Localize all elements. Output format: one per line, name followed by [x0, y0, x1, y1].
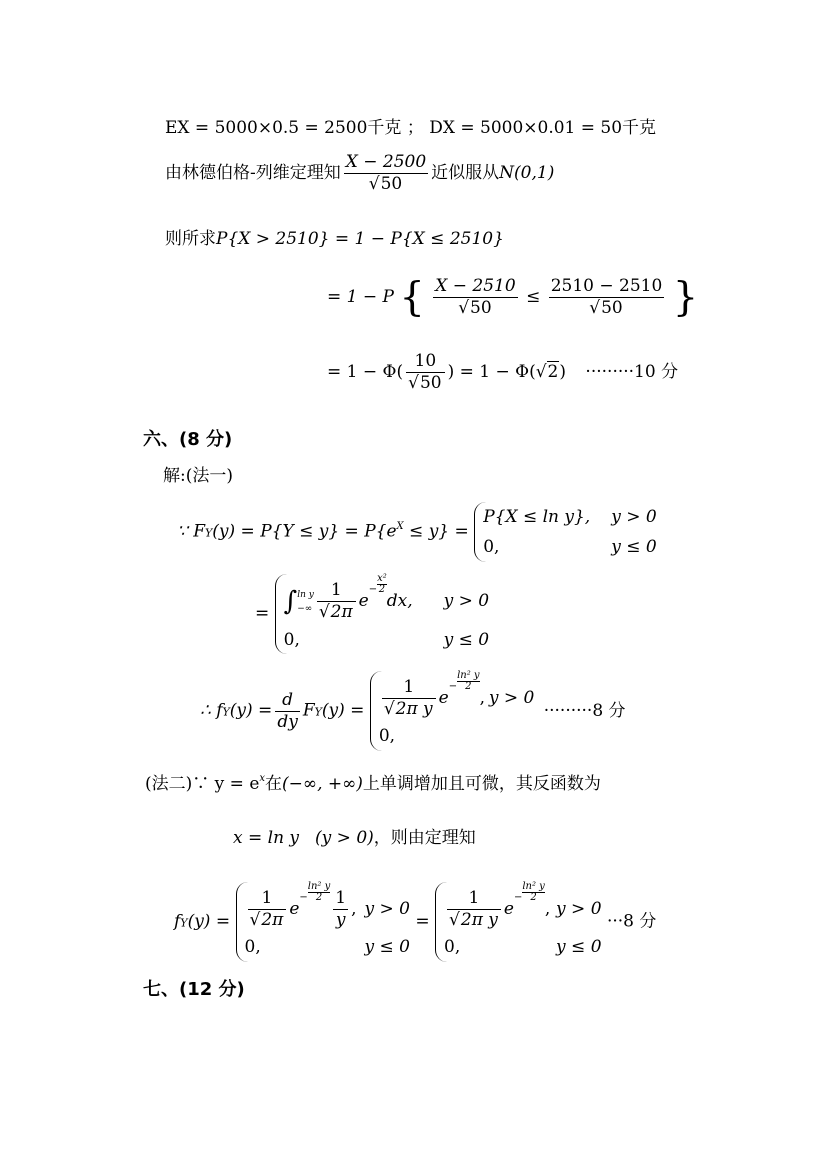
math: dx,: [386, 591, 413, 611]
exponent: − $\frac{\text{ln² y}}{2}$: [448, 670, 480, 692]
sqrt: 50: [380, 174, 403, 194]
sqrt: 50: [601, 298, 623, 318]
denominator: √50: [458, 298, 492, 318]
sqrt: 50: [470, 298, 492, 318]
sqrt: 2π y: [460, 910, 498, 930]
comma: ,: [351, 899, 357, 919]
math: ) = 1 − Φ(: [447, 362, 536, 382]
upper-limit: ln y: [297, 589, 314, 600]
fraction: [406, 352, 444, 393]
fraction: [549, 277, 665, 318]
math: e: [438, 688, 449, 708]
case-cond: y > 0: [488, 688, 535, 708]
numerator: 1: [447, 889, 501, 910]
case-row: [379, 721, 534, 751]
text: ，则由定理知: [373, 828, 476, 848]
exp-den: 2: [530, 892, 537, 903]
math: ∵ F: [177, 521, 206, 542]
denominator: √2π y: [449, 910, 498, 930]
line-integral: [255, 574, 489, 654]
integral-limits: [297, 588, 314, 616]
case-value: [284, 574, 444, 625]
numerator: 1: [248, 889, 287, 910]
case-cond: y > 0: [364, 899, 410, 919]
case-row: [483, 502, 656, 532]
exp-den: 2: [378, 584, 386, 595]
math: (y > 0): [315, 828, 374, 848]
lower-limit: −∞: [297, 603, 313, 614]
line-pdf: [200, 671, 626, 751]
line-probability: [165, 229, 504, 249]
exp-den: 2: [315, 892, 323, 903]
numerator: 1: [335, 888, 347, 908]
case-value: 0,: [244, 937, 261, 957]
case-cond: y ≤ 0: [611, 537, 657, 557]
sqrt: 2π: [261, 910, 284, 930]
section-7-heading: 七、(12 分): [143, 979, 245, 1000]
case-value: [379, 671, 489, 721]
math: (y) =: [187, 911, 231, 932]
subscript: Y: [205, 526, 213, 540]
exp-num: ln² y: [307, 881, 331, 892]
cases: [370, 671, 534, 751]
math: F: [302, 700, 315, 721]
case-row: [444, 882, 601, 932]
case-row: [284, 625, 489, 655]
case-row: [379, 671, 534, 721]
comma: ,: [479, 688, 485, 708]
case-value: 0,: [444, 937, 461, 957]
math: ≤ y} =: [403, 521, 469, 542]
case-value: [444, 882, 556, 932]
denominator: √2π: [249, 910, 284, 930]
fraction: [344, 153, 428, 194]
cases: [435, 882, 601, 962]
fraction: [433, 277, 517, 318]
score: ·········10 分: [585, 362, 679, 382]
text: 则所求: [165, 229, 216, 249]
le: ≤: [526, 287, 541, 307]
score: ···8 分: [606, 911, 657, 932]
line-inverse: [233, 828, 476, 848]
math: x = ln y: [233, 828, 300, 848]
fraction: [447, 889, 501, 930]
denominator: √50: [408, 373, 442, 393]
line-theorem-pdf: [174, 882, 656, 962]
cases: [275, 574, 489, 654]
exponent: − $\frac{\text{ln² y}}{2}$: [299, 881, 331, 903]
math: e: [358, 591, 369, 611]
math: ∴ f: [200, 700, 223, 721]
fraction: [382, 678, 436, 719]
numerator: X − 2510: [435, 276, 516, 296]
section-6-heading: 六、(8 分): [143, 429, 233, 450]
math: P{X > 2510} = 1 − P{X ≤ 2510}: [216, 229, 504, 249]
comma: ,: [544, 899, 551, 919]
case-cond: y > 0: [556, 899, 602, 919]
denominator: √50: [589, 298, 623, 318]
math: =: [255, 603, 270, 624]
numerator: 1: [317, 581, 356, 602]
cases: [236, 882, 410, 962]
case-row: [245, 932, 410, 962]
case-cond: y ≤ 0: [364, 937, 410, 957]
text: 由林德伯格-列维定理知: [165, 163, 341, 183]
math: N(0,1): [499, 163, 555, 183]
sqrt: 50: [419, 373, 442, 393]
case-value: P{X ≤ ln y},: [483, 507, 591, 527]
math: e: [289, 899, 300, 919]
case-row: [284, 574, 489, 625]
superscript: x: [259, 773, 266, 784]
numerator: 10: [406, 352, 444, 373]
subscript: Y: [314, 705, 322, 719]
case-cond: y > 0: [611, 507, 657, 527]
line-lindeberg: [165, 153, 554, 194]
case-row: [483, 532, 656, 562]
case-cond: y ≤ 0: [443, 629, 490, 650]
fraction: [275, 691, 300, 732]
interval: (−∞, +∞): [282, 774, 363, 794]
denominator: √2π y: [383, 699, 433, 719]
fraction: [317, 581, 356, 622]
text: 在: [265, 774, 283, 794]
case-value: 0,: [283, 629, 300, 650]
math: ): [559, 362, 567, 382]
exp-num: x²: [377, 573, 387, 584]
math: = 1 − Φ(: [327, 362, 404, 382]
case-row: [444, 932, 601, 962]
line-standardize: [327, 274, 699, 321]
line-cdf: [177, 502, 657, 562]
sqrt: 2: [547, 362, 559, 382]
exp-num: ln² y: [457, 670, 480, 681]
case-value: 0,: [483, 537, 500, 557]
exp-den: 2: [465, 681, 472, 692]
case-value: [245, 882, 365, 932]
score: ·········8 分: [543, 700, 626, 721]
fraction: [248, 889, 287, 930]
line-ex-dx: EX = 5000×0.5 = 2500千克 ； DX = 5000×0.01 = 50千克: [165, 118, 657, 138]
line-phi: = 1 − Φ( $\frac{10}{√50}$ ) = 1 − Φ(√2) ·········10 分: [327, 351, 679, 393]
numerator: d: [275, 691, 300, 712]
math: (y) =: [321, 700, 365, 721]
math: e: [503, 899, 514, 919]
math: (y) = P{Y ≤ y} = P{e: [212, 521, 397, 542]
numerator: 2510 − 2510: [550, 276, 663, 296]
numerator: X − 2500: [345, 152, 427, 172]
denominator: y: [335, 910, 346, 930]
denominator: √2π: [318, 602, 353, 622]
denominator: dy: [277, 711, 298, 732]
text: 近似服从: [431, 163, 500, 183]
math: (y) =: [229, 700, 273, 721]
numerator: 1: [382, 678, 436, 699]
math: =: [415, 911, 430, 932]
text: (法二)∵ y = e: [145, 774, 260, 794]
sqrt: 2π y: [395, 699, 433, 719]
text: 上单调增加且可微，其反函数为: [362, 774, 601, 794]
exponent: − $\frac{\text{ln² y}}{2}$: [513, 881, 545, 903]
exp-num: ln² y: [522, 881, 545, 892]
case-cond: y > 0: [443, 591, 490, 611]
brace-close: }: [672, 274, 699, 321]
case-value: 0,: [378, 726, 396, 746]
subscript: Y: [222, 705, 230, 719]
math: f: [174, 911, 181, 932]
subscript: Y: [180, 916, 188, 930]
fraction: [333, 889, 348, 930]
cases: [474, 502, 656, 562]
sqrt: 2π: [330, 602, 353, 622]
exponent: − $\frac{\text{x²}}{2}$: [368, 573, 387, 595]
line-method-2: [145, 774, 601, 797]
integral-sign: ∫: [283, 586, 298, 617]
brace-open: {: [399, 274, 425, 321]
denominator: √50: [368, 174, 403, 194]
case-cond: y ≤ 0: [556, 937, 602, 957]
superscript: X: [396, 520, 404, 532]
case-row: [245, 882, 410, 932]
solution-label: 解:(法一): [163, 466, 233, 486]
math: = 1 − P: [327, 287, 394, 307]
